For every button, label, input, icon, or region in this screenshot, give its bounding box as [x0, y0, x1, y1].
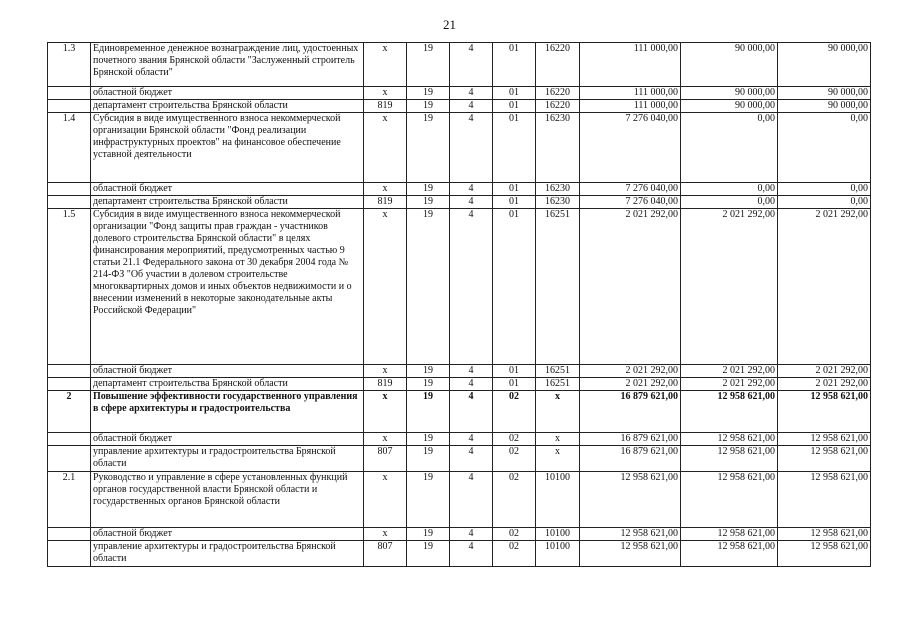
program-code-cell: 19: [407, 391, 450, 433]
row-name-cell: Повышение эффективности государственного управления в сфере архитектуры и градостроительства: [91, 391, 364, 433]
program-code-cell: 19: [407, 378, 450, 391]
amount-year2-cell: 12 958 621,00: [681, 472, 778, 528]
row-number-cell: [48, 541, 91, 567]
row-name-cell: Субсидия в виде имущественного взноса некоммерческой организации Брянской области "Фонд реализации инфраструктурных проектов" на финансовое обеспечение уставной деятельности: [91, 113, 364, 183]
subprogram-code-cell: 4: [450, 196, 493, 209]
row-number-cell: [48, 378, 91, 391]
amount-year3-cell: 12 958 621,00: [778, 446, 871, 472]
table-row: [48, 209, 871, 365]
amount-year1-cell: 12 958 621,00: [580, 472, 681, 528]
admin-code-cell: 807: [364, 446, 407, 472]
direction-code-cell: 16230: [536, 196, 580, 209]
amount-year1-cell: 16 879 621,00: [580, 446, 681, 472]
event-code-cell: 01: [493, 100, 536, 113]
program-code-cell: 19: [407, 43, 450, 87]
row-number-cell: 2.1: [48, 472, 91, 528]
amount-year1-cell: 16 879 621,00: [580, 433, 681, 446]
amount-year3-cell: 12 958 621,00: [778, 472, 871, 528]
amount-year2-cell: 0,00: [681, 183, 778, 196]
program-code-cell: 19: [407, 100, 450, 113]
amount-year1-cell: 12 958 621,00: [580, 541, 681, 567]
admin-code-cell: х: [364, 528, 407, 541]
table-row: [48, 87, 871, 100]
amount-year3-cell: 0,00: [778, 196, 871, 209]
row-name-cell: департамент строительства Брянской области: [91, 196, 364, 209]
row-name-cell: Субсидия в виде имущественного взноса некоммерческой организации "Фонд защиты прав граждан - участников долевого строительства Брянской области" в целях финансирования мероприятий, предусмотренных частью 9 статьи 21.1 Федерального закона от 30 декабря 2004 года № 214-ФЗ "Об участии в долевом строительстве многоквартирных домов и иных объектов недвижимости и о внесении изменений в некоторые законодательные акты Российской Федерации": [91, 209, 364, 365]
direction-code-cell: х: [536, 446, 580, 472]
direction-code-cell: 16230: [536, 113, 580, 183]
table-row: [48, 541, 871, 567]
event-code-cell: 01: [493, 183, 536, 196]
table-row: [48, 472, 871, 528]
row-number-cell: [48, 196, 91, 209]
admin-code-cell: х: [364, 113, 407, 183]
amount-year2-cell: 90 000,00: [681, 43, 778, 87]
amount-year1-cell: 12 958 621,00: [580, 528, 681, 541]
amount-year2-cell: 2 021 292,00: [681, 378, 778, 391]
admin-code-cell: х: [364, 43, 407, 87]
program-code-cell: 19: [407, 472, 450, 528]
table-row: [48, 528, 871, 541]
subprogram-code-cell: 4: [450, 528, 493, 541]
amount-year2-cell: 2 021 292,00: [681, 365, 778, 378]
amount-year1-cell: 2 021 292,00: [580, 365, 681, 378]
row-number-cell: 2: [48, 391, 91, 433]
amount-year3-cell: 12 958 621,00: [778, 433, 871, 446]
admin-code-cell: х: [364, 87, 407, 100]
subprogram-code-cell: 4: [450, 113, 493, 183]
event-code-cell: 01: [493, 209, 536, 365]
program-code-cell: 19: [407, 433, 450, 446]
subprogram-code-cell: 4: [450, 433, 493, 446]
row-number-cell: 1.3: [48, 43, 91, 87]
amount-year3-cell: 90 000,00: [778, 43, 871, 87]
admin-code-cell: х: [364, 391, 407, 433]
admin-code-cell: 819: [364, 196, 407, 209]
program-code-cell: 19: [407, 528, 450, 541]
subprogram-code-cell: 4: [450, 43, 493, 87]
row-number-cell: [48, 446, 91, 472]
direction-code-cell: 16220: [536, 100, 580, 113]
program-code-cell: 19: [407, 365, 450, 378]
row-number-cell: [48, 528, 91, 541]
direction-code-cell: 10100: [536, 541, 580, 567]
event-code-cell: 02: [493, 472, 536, 528]
program-code-cell: 19: [407, 209, 450, 365]
direction-code-cell: 16251: [536, 365, 580, 378]
admin-code-cell: х: [364, 472, 407, 528]
subprogram-code-cell: 4: [450, 391, 493, 433]
amount-year2-cell: 12 958 621,00: [681, 446, 778, 472]
program-code-cell: 19: [407, 446, 450, 472]
event-code-cell: 02: [493, 528, 536, 541]
row-number-cell: 1.4: [48, 113, 91, 183]
direction-code-cell: 10100: [536, 528, 580, 541]
admin-code-cell: х: [364, 433, 407, 446]
row-name-cell: областной бюджет: [91, 87, 364, 100]
subprogram-code-cell: 4: [450, 209, 493, 365]
event-code-cell: 01: [493, 87, 536, 100]
page-number: 21: [443, 17, 456, 32]
row-number-cell: [48, 87, 91, 100]
amount-year2-cell: 0,00: [681, 196, 778, 209]
row-name-cell: управление архитектуры и градостроительства Брянской области: [91, 541, 364, 567]
subprogram-code-cell: 4: [450, 541, 493, 567]
row-number-cell: [48, 365, 91, 378]
row-number-cell: [48, 100, 91, 113]
amount-year3-cell: 12 958 621,00: [778, 391, 871, 433]
amount-year3-cell: 0,00: [778, 183, 871, 196]
table-row: [48, 113, 871, 183]
table-row: [48, 378, 871, 391]
amount-year1-cell: 111 000,00: [580, 43, 681, 87]
row-name-cell: департамент строительства Брянской области: [91, 378, 364, 391]
table-row: [48, 43, 871, 87]
budget-table-body: [48, 43, 871, 567]
row-name-cell: областной бюджет: [91, 528, 364, 541]
amount-year2-cell: 90 000,00: [681, 87, 778, 100]
amount-year1-cell: 2 021 292,00: [580, 378, 681, 391]
amount-year2-cell: 12 958 621,00: [681, 391, 778, 433]
table-row: [48, 446, 871, 472]
event-code-cell: 01: [493, 113, 536, 183]
amount-year2-cell: 2 021 292,00: [681, 209, 778, 365]
direction-code-cell: 16220: [536, 43, 580, 87]
program-code-cell: 19: [407, 183, 450, 196]
admin-code-cell: х: [364, 209, 407, 365]
amount-year3-cell: 2 021 292,00: [778, 378, 871, 391]
table-row: [48, 391, 871, 433]
subprogram-code-cell: 4: [450, 100, 493, 113]
direction-code-cell: 10100: [536, 472, 580, 528]
event-code-cell: 01: [493, 196, 536, 209]
row-name-cell: департамент строительства Брянской области: [91, 100, 364, 113]
admin-code-cell: 819: [364, 100, 407, 113]
row-name-cell: областной бюджет: [91, 365, 364, 378]
row-number-cell: [48, 183, 91, 196]
subprogram-code-cell: 4: [450, 446, 493, 472]
event-code-cell: 01: [493, 43, 536, 87]
direction-code-cell: 16251: [536, 378, 580, 391]
program-code-cell: 19: [407, 87, 450, 100]
amount-year3-cell: 12 958 621,00: [778, 541, 871, 567]
event-code-cell: 02: [493, 446, 536, 472]
amount-year1-cell: 16 879 621,00: [580, 391, 681, 433]
table-row: [48, 365, 871, 378]
amount-year3-cell: 90 000,00: [778, 100, 871, 113]
amount-year1-cell: 111 000,00: [580, 87, 681, 100]
row-number-cell: 1.5: [48, 209, 91, 365]
direction-code-cell: 16251: [536, 209, 580, 365]
amount-year3-cell: 90 000,00: [778, 87, 871, 100]
amount-year2-cell: 12 958 621,00: [681, 433, 778, 446]
budget-table: [47, 42, 871, 567]
amount-year1-cell: 2 021 292,00: [580, 209, 681, 365]
admin-code-cell: х: [364, 183, 407, 196]
direction-code-cell: 16230: [536, 183, 580, 196]
row-number-cell: [48, 433, 91, 446]
amount-year3-cell: 2 021 292,00: [778, 209, 871, 365]
amount-year1-cell: 7 276 040,00: [580, 196, 681, 209]
row-name-cell: управление архитектуры и градостроительства Брянской области: [91, 446, 364, 472]
event-code-cell: 02: [493, 391, 536, 433]
direction-code-cell: х: [536, 391, 580, 433]
event-code-cell: 01: [493, 365, 536, 378]
admin-code-cell: 807: [364, 541, 407, 567]
table-row: [48, 433, 871, 446]
amount-year3-cell: 0,00: [778, 113, 871, 183]
event-code-cell: 01: [493, 378, 536, 391]
table-row: [48, 183, 871, 196]
event-code-cell: 02: [493, 541, 536, 567]
admin-code-cell: х: [364, 365, 407, 378]
amount-year1-cell: 7 276 040,00: [580, 113, 681, 183]
program-code-cell: 19: [407, 196, 450, 209]
event-code-cell: 02: [493, 433, 536, 446]
subprogram-code-cell: 4: [450, 472, 493, 528]
direction-code-cell: х: [536, 433, 580, 446]
subprogram-code-cell: 4: [450, 365, 493, 378]
row-name-cell: Единовременное денежное вознаграждение лиц, удостоенных почетного звания Брянской области "Заслуженный строитель Брянской области": [91, 43, 364, 87]
table-row: [48, 100, 871, 113]
amount-year3-cell: 12 958 621,00: [778, 528, 871, 541]
direction-code-cell: 16220: [536, 87, 580, 100]
subprogram-code-cell: 4: [450, 87, 493, 100]
amount-year2-cell: 12 958 621,00: [681, 528, 778, 541]
row-name-cell: областной бюджет: [91, 433, 364, 446]
amount-year3-cell: 2 021 292,00: [778, 365, 871, 378]
table-row: [48, 196, 871, 209]
subprogram-code-cell: 4: [450, 378, 493, 391]
row-name-cell: областной бюджет: [91, 183, 364, 196]
program-code-cell: 19: [407, 113, 450, 183]
amount-year2-cell: 90 000,00: [681, 100, 778, 113]
subprogram-code-cell: 4: [450, 183, 493, 196]
row-name-cell: Руководство и управление в сфере установленных функций органов государственной власти Брянской области и государственных органов Брянской области: [91, 472, 364, 528]
amount-year1-cell: 7 276 040,00: [580, 183, 681, 196]
amount-year2-cell: 12 958 621,00: [681, 541, 778, 567]
amount-year1-cell: 111 000,00: [580, 100, 681, 113]
program-code-cell: 19: [407, 541, 450, 567]
amount-year2-cell: 0,00: [681, 113, 778, 183]
admin-code-cell: 819: [364, 378, 407, 391]
